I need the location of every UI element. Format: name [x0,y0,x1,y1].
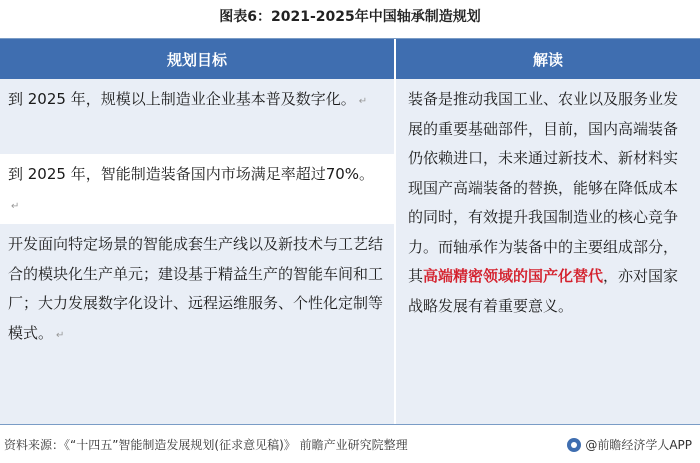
paragraph-mark: ↵ [358,96,368,107]
paragraph-mark: ↵ [56,329,65,341]
goal-text-3: 开发面向特定场景的智能成套生产线以及新技术与工艺结合的模块化生产单元；建设基于精益生产的智能车间和工厂；大力发展数字化设计、远程运维服务、个性化定制等模式。 [8,235,384,342]
brand-logo-icon [567,438,581,452]
interpretation-text-end: ，亦对国家战略发展有着重要意义。 [408,267,679,315]
paragraph-mark: ↵ [11,200,20,212]
goal-text-1: 到 2025 年，规模以上制造业企业基本普及数字化。 [8,90,356,108]
interpretation-highlight: 高端精密领域的国产化替代 [423,267,604,285]
interpretation-text: 装备是推动我国工业、农业以及服务业发展的重要基础部件，目前，国内高端装备仍依赖进口，未来通过新技术、新材料实现国产高端装备的替换，能够在降低成本的同时，有效提升我国制造业的核心竞争力。而轴承作为装备中的主要组成部分，其 [408,90,679,285]
planning-table [0,38,700,425]
header-interpretation: 解读 [396,39,700,79]
header-goals: 规划目标 [0,39,394,79]
goal-row-2 [0,154,394,224]
source-note: 资料来源：《“十四五”智能制造发展规划(征求意见稿)》 前瞻产业研究院整理 [4,438,408,452]
goal-text-2: 到 2025 年，智能制造装备国内市场满足率超过70%。 [8,165,375,183]
goal-row-3 [0,224,394,424]
brand-text: @前瞻经济学人APP [585,438,692,452]
figure-title: 图表6：2021-2025年中国轴承制造规划 [219,9,481,25]
brand-credit [567,436,692,453]
interpretation-cell [396,79,700,424]
goal-row-1 [0,79,394,154]
